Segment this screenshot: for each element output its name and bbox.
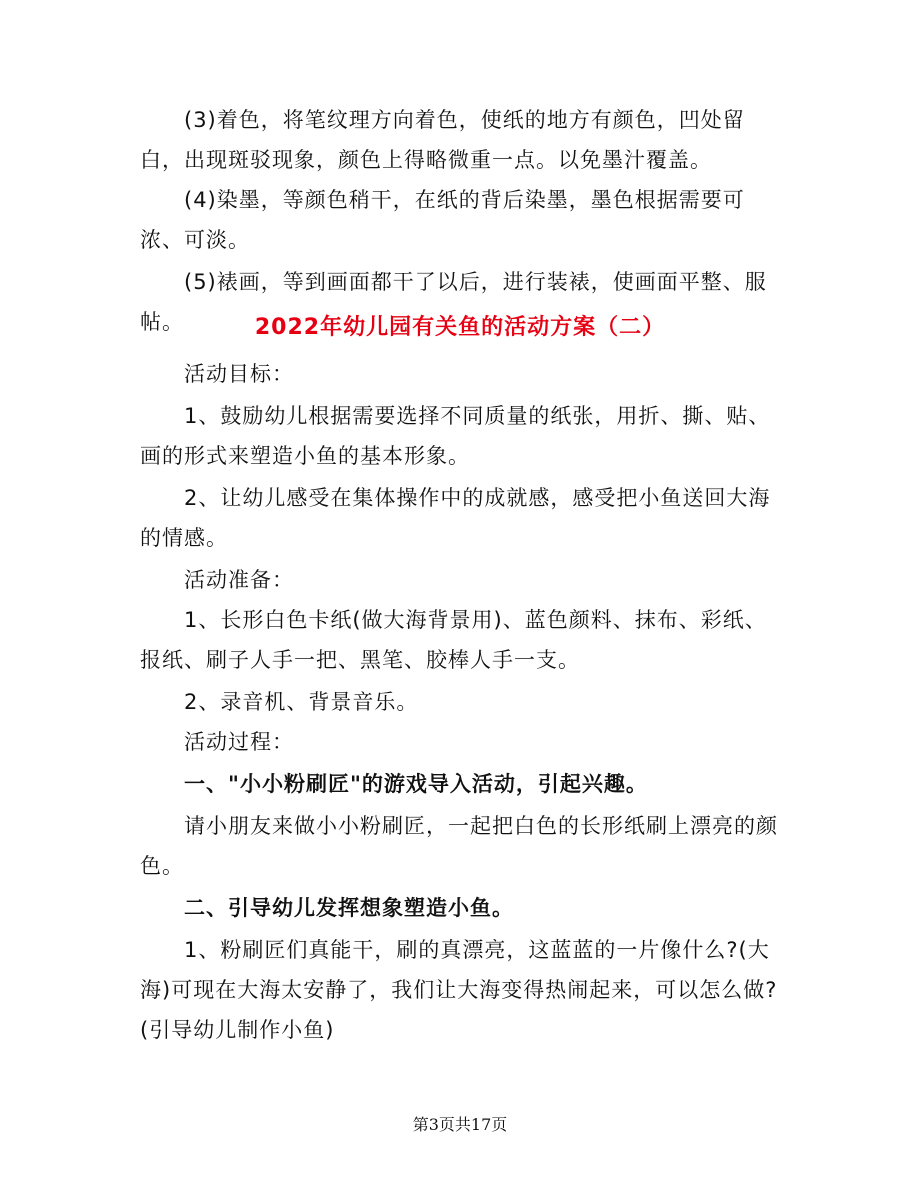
heading-activity-process: 活动过程： bbox=[140, 730, 294, 754]
preparation-item-2: 2、录音机、背景音乐。 bbox=[140, 690, 419, 714]
paragraph-coloring: (3)着色，将笔纹理方向着色，使纸的地方有颜色，凹处留白，出现斑驳现象，颜色上得略微重一点。以免墨汁覆盖。 bbox=[140, 108, 745, 172]
process-step-2-heading: 二、引导幼儿发挥想象塑造小鱼。 bbox=[140, 896, 514, 920]
goal-item-1: 1、鼓励幼儿根据需要选择不同质量的纸张，用折、撕、贴、画的形式来塑造小鱼的基本形象。 bbox=[140, 404, 771, 468]
preparation-item-1: 1、长形白色卡纸(做大海背景用)、蓝色颜料、抹布、彩纸、报纸、刷子人手一把、黑笔、胶棒人手一支。 bbox=[140, 608, 767, 672]
heading-activity-goals: 活动目标： bbox=[140, 362, 294, 386]
goal-item-2: 2、让幼儿感受在集体操作中的成就感，感受把小鱼送回大海的情感。 bbox=[140, 486, 771, 550]
heading-activity-preparation: 活动准备： bbox=[140, 568, 294, 592]
process-step-1-heading: 一、"小小粉刷匠"的游戏导入活动，引起兴趣。 bbox=[140, 772, 648, 796]
section-title: 2022年幼儿园有关鱼的活动方案（二） bbox=[254, 315, 666, 340]
process-step-1-text: 请小朋友来做小小粉刷匠，一起把白色的长形纸刷上漂亮的颜色。 bbox=[140, 814, 778, 878]
paragraph-mounting: (5)裱画，等到画面都干了以后，进行装裱，使画面平整、服帖。 bbox=[140, 270, 767, 334]
process-step-2-text: 1、粉刷匠们真能干，刷的真漂亮，这蓝蓝的一片像什么?(大海)可现在大海太安静了，我们让大海变得热闹起来，可以怎么做?(引导幼儿制作小鱼) bbox=[140, 938, 778, 1042]
paragraph-ink: (4)染墨，等颜色稍干，在纸的背后染墨，墨色根据需要可浓、可淡。 bbox=[140, 188, 745, 252]
page-number-footer: 第3页共17页 bbox=[412, 1115, 508, 1134]
